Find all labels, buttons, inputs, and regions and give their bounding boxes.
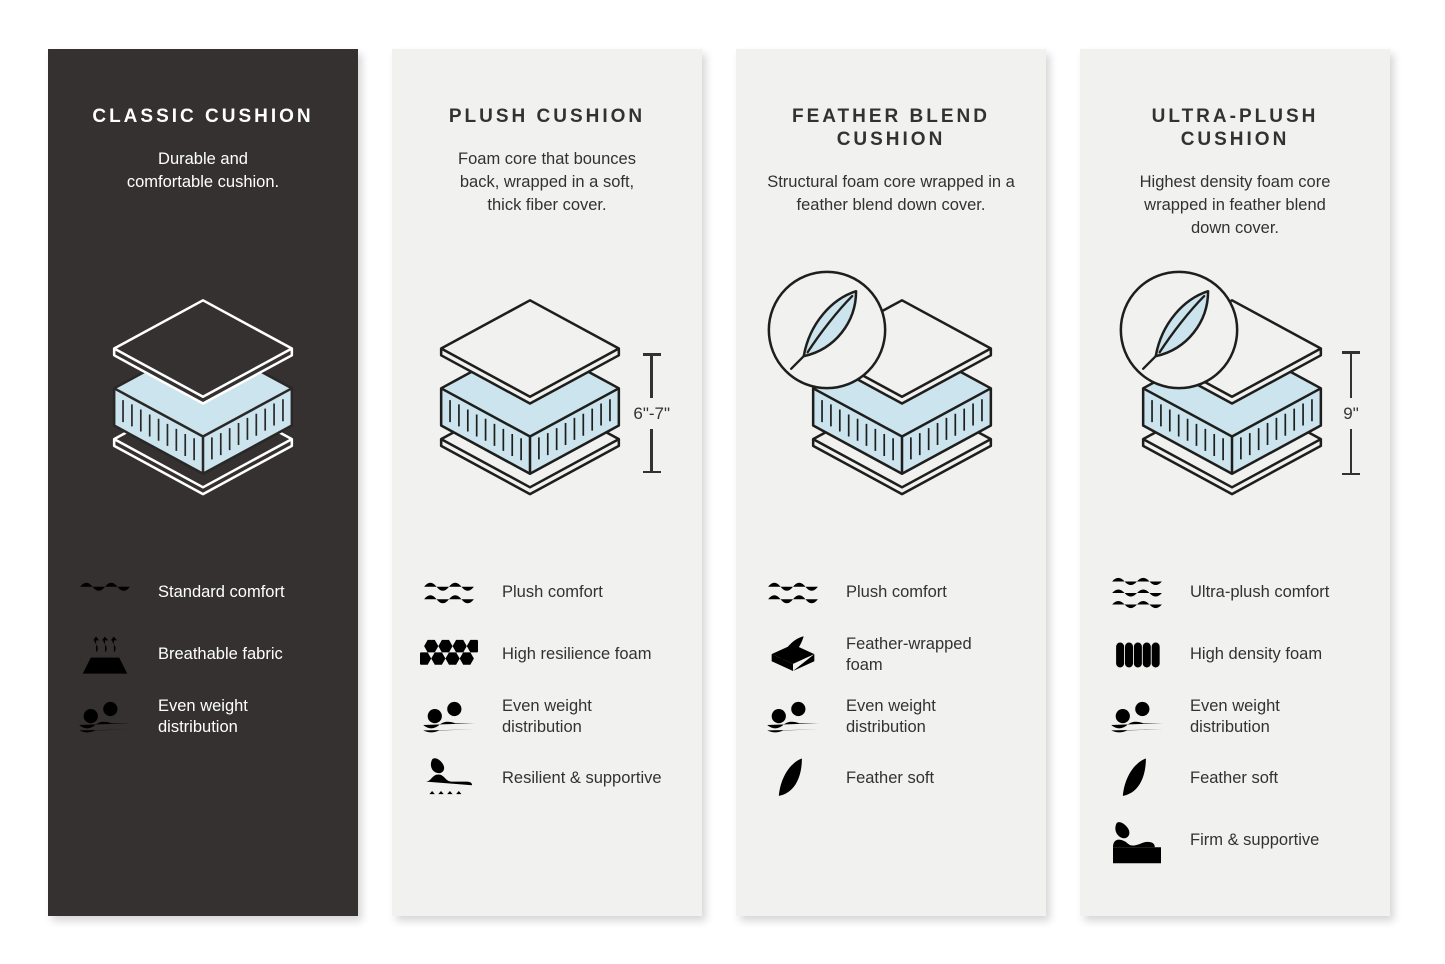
dimension-stem <box>650 429 653 471</box>
feature-row <box>420 569 674 617</box>
feature-row <box>76 693 330 741</box>
feather-wrapped-foam-icon <box>764 631 822 679</box>
panel-header <box>76 105 330 265</box>
feature-row <box>764 755 1018 803</box>
feature-label: High resilience foam <box>502 645 652 664</box>
high-density-foam-icon <box>1108 631 1166 679</box>
feature-label: Feather soft <box>1190 769 1279 788</box>
cushion-illustration <box>764 265 1018 565</box>
feature-label: Even weight distribution <box>1190 696 1280 736</box>
feature-label: Plush comfort <box>502 583 603 602</box>
panel-feather-blend-cushion <box>736 49 1046 916</box>
feature-label: Plush comfort <box>846 583 947 602</box>
cushion-illustration <box>420 265 674 565</box>
feature-row <box>1108 569 1362 617</box>
panel-header <box>764 105 1018 265</box>
dimension-stem <box>650 356 653 398</box>
feather-badge-icon <box>764 267 890 393</box>
weight-distribution-icon <box>76 693 134 741</box>
honeycomb-foam-icon <box>420 631 478 679</box>
weight-distribution-icon <box>764 693 822 741</box>
dimension-cap <box>643 471 661 474</box>
feature-row <box>764 631 1018 679</box>
feature-label: Even weight distribution <box>158 696 248 736</box>
feature-row <box>1108 755 1362 803</box>
height-dimension-marker <box>633 353 670 473</box>
dimension-stem <box>1350 354 1353 398</box>
layered-cushion-icon <box>420 291 640 511</box>
wave-comfort-icon <box>76 569 134 617</box>
resilient-supportive-icon <box>420 755 478 803</box>
feather-badge-icon <box>1116 267 1242 393</box>
feather-icon <box>764 755 822 803</box>
feature-label: Breathable fabric <box>158 645 283 664</box>
feature-list <box>420 569 674 817</box>
feather-icon <box>1108 755 1166 803</box>
wave-comfort-icon <box>764 569 822 617</box>
height-dimension-label: 9" <box>1343 403 1359 423</box>
panel-description: Durable and comfortable cushion. <box>126 150 280 191</box>
feature-row <box>76 569 330 617</box>
panel-title: PLUSH CUSHION <box>448 106 646 127</box>
height-dimension-label: 6"-7" <box>633 403 670 423</box>
feature-row <box>1108 631 1362 679</box>
panel-ultra-plush-cushion <box>1080 49 1390 916</box>
dimension-cap <box>1342 473 1360 476</box>
feature-label: Feather soft <box>846 769 935 788</box>
firm-supportive-icon <box>1108 817 1166 865</box>
feature-label: Even weight distribution <box>502 696 592 736</box>
feature-row <box>420 693 674 741</box>
panel-description: Highest density foam core wrapped in feather blend down cover. <box>1139 173 1331 237</box>
panel-header <box>1108 105 1362 265</box>
panel-classic-cushion <box>48 49 358 916</box>
cushion-illustration <box>76 265 330 565</box>
feature-row <box>764 693 1018 741</box>
panel-description: Structural foam core wrapped in a feather blend down cover. <box>767 173 1015 215</box>
layered-cushion-icon <box>93 291 313 511</box>
panel-description: Foam core that bounces back, wrapped in a soft, thick fiber cover. <box>458 150 636 214</box>
panel-header <box>420 105 674 265</box>
height-dimension-marker <box>1342 351 1360 475</box>
feature-row <box>420 755 674 803</box>
feature-label: High density foam <box>1190 645 1323 664</box>
breathable-fabric-icon <box>76 631 134 679</box>
feature-row <box>1108 693 1362 741</box>
feature-row <box>1108 817 1362 865</box>
panel-title: FEATHER BLEND CUSHION <box>791 106 991 151</box>
weight-distribution-icon <box>420 693 478 741</box>
feature-row <box>764 569 1018 617</box>
feature-list <box>1108 569 1362 879</box>
feature-list <box>764 569 1018 817</box>
feature-row <box>420 631 674 679</box>
wave-comfort-icon <box>1108 569 1166 617</box>
feature-label: Even weight distribution <box>846 696 936 736</box>
feature-label: Firm & supportive <box>1190 831 1320 850</box>
dimension-stem <box>1350 429 1353 473</box>
feature-row <box>76 631 330 679</box>
feature-label: Ultra-plush comfort <box>1190 583 1330 602</box>
feature-label: Resilient & supportive <box>502 769 662 788</box>
weight-distribution-icon <box>1108 693 1166 741</box>
panel-title: ULTRA-PLUSH CUSHION <box>1151 106 1319 151</box>
wave-comfort-icon <box>420 569 478 617</box>
panel-title: CLASSIC CUSHION <box>92 106 314 127</box>
feature-label: Feather-wrapped foam <box>846 634 972 674</box>
feature-list <box>76 569 330 755</box>
feature-label: Standard comfort <box>158 583 285 602</box>
panel-plush-cushion <box>392 49 702 916</box>
cushion-illustration <box>1108 265 1362 565</box>
